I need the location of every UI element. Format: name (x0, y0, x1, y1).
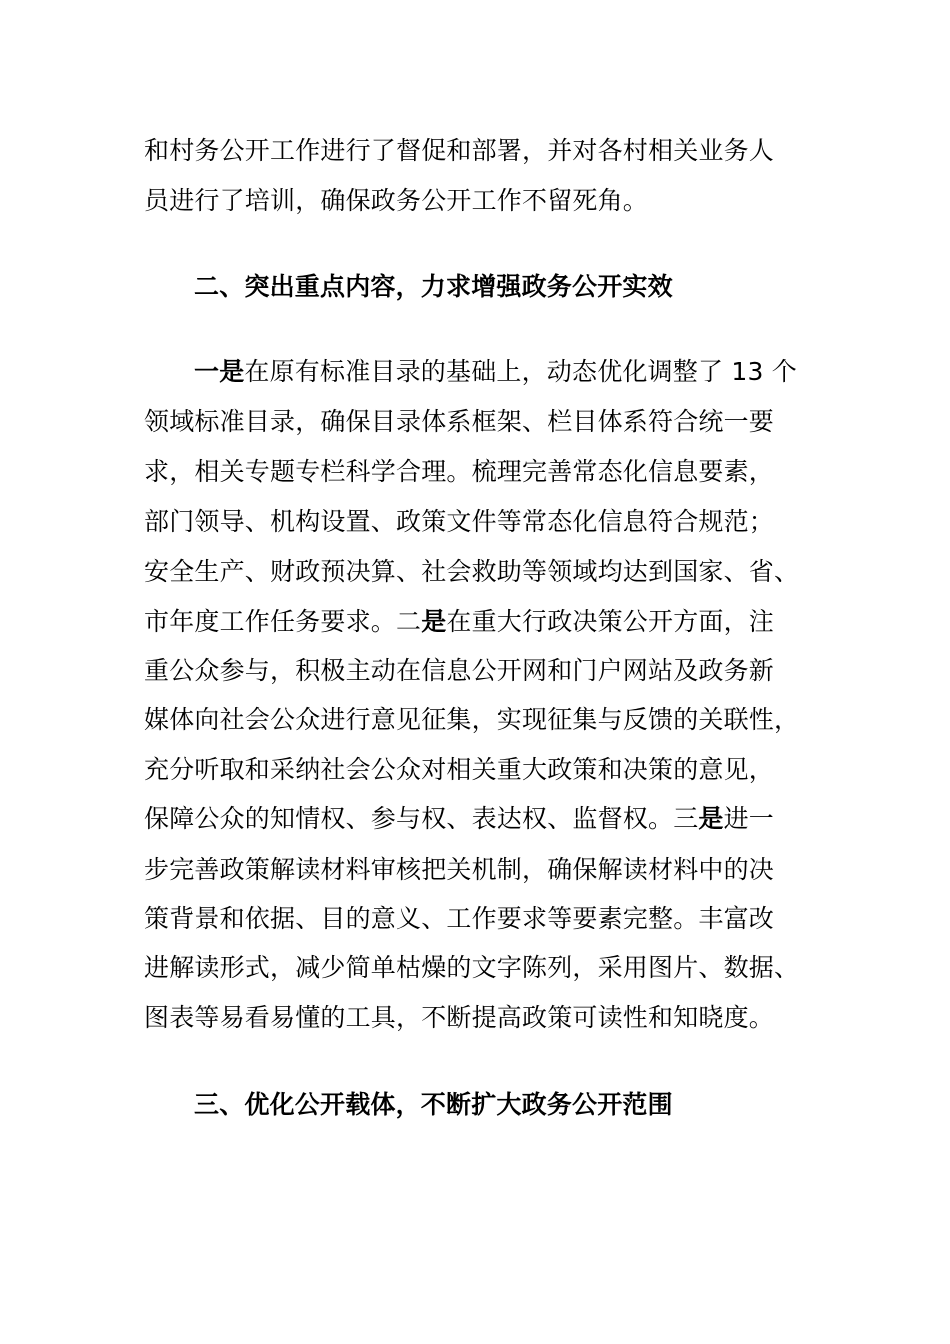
lead-emphasis-3: 是 (698, 804, 724, 833)
lead-emphasis-2: 是 (421, 607, 447, 636)
lead-emphasis-1: 一是 (194, 357, 245, 386)
paragraph-line-9: 充分听取和采纳社会公众对相关重大政策和决策的意见， (144, 755, 775, 784)
paragraph-line-6-end: 在重大行政决策公开方面，注 (446, 607, 775, 636)
paragraph-line-6-start: 市年度工作任务要求。二 (144, 607, 422, 636)
paragraph-line-13: 进解读形式，减少简单枯燥的文字陈列，采用图片、数据、 (144, 953, 800, 982)
paragraph-line-8: 媒体向社会公众进行意见征集，实现征集与反馈的关联性， (144, 705, 800, 734)
section-3-heading: 三、优化公开载体，不断扩大政务公开范围 (194, 1090, 673, 1119)
paragraph-line-1 (194, 355, 797, 389)
paragraph-line-7: 重公众参与，积极主动在信息公开网和门户网站及政务新 (144, 656, 775, 685)
paragraph-line-6 (144, 605, 774, 639)
paragraph-line-11: 步完善政策解读材料审核把关机制，确保解读材料中的决 (144, 855, 775, 884)
paragraph-line-12: 策背景和依据、目的意义、工作要求等要素完整。丰富改 (144, 904, 775, 933)
intro-line-1: 和村务公开工作进行了督促和部署，并对各村相关业务人 (144, 136, 775, 165)
paragraph-line-4: 部门领导、机构设置、政策文件等常态化信息符合规范； (144, 507, 775, 536)
section-2-heading: 二、突出重点内容，力求增强政务公开实效 (194, 272, 673, 301)
paragraph-line-10-start: 保障公众的知情权、参与权、表达权、监督权。三 (144, 804, 699, 833)
paragraph-line-1-text: 在原有标准目录的基础上，动态优化调整了 13 个 (244, 357, 797, 386)
paragraph-line-10-end: 进一 (723, 804, 775, 833)
paragraph-line-10 (144, 802, 774, 836)
paragraph-line-3: 求，相关专题专栏科学合理。梳理完善常态化信息要素， (144, 457, 775, 486)
intro-line-2: 员进行了培训，确保政务公开工作不留死角。 (144, 186, 649, 215)
paragraph-line-5: 安全生产、财政预决算、社会救助等领域均达到国家、省、 (144, 557, 800, 586)
paragraph-line-2: 领域标准目录，确保目录体系框架、栏目体系符合统一要 (144, 407, 775, 436)
paragraph-line-14: 图表等易看易懂的工具，不断提高政策可读性和知晓度。 (144, 1003, 775, 1032)
